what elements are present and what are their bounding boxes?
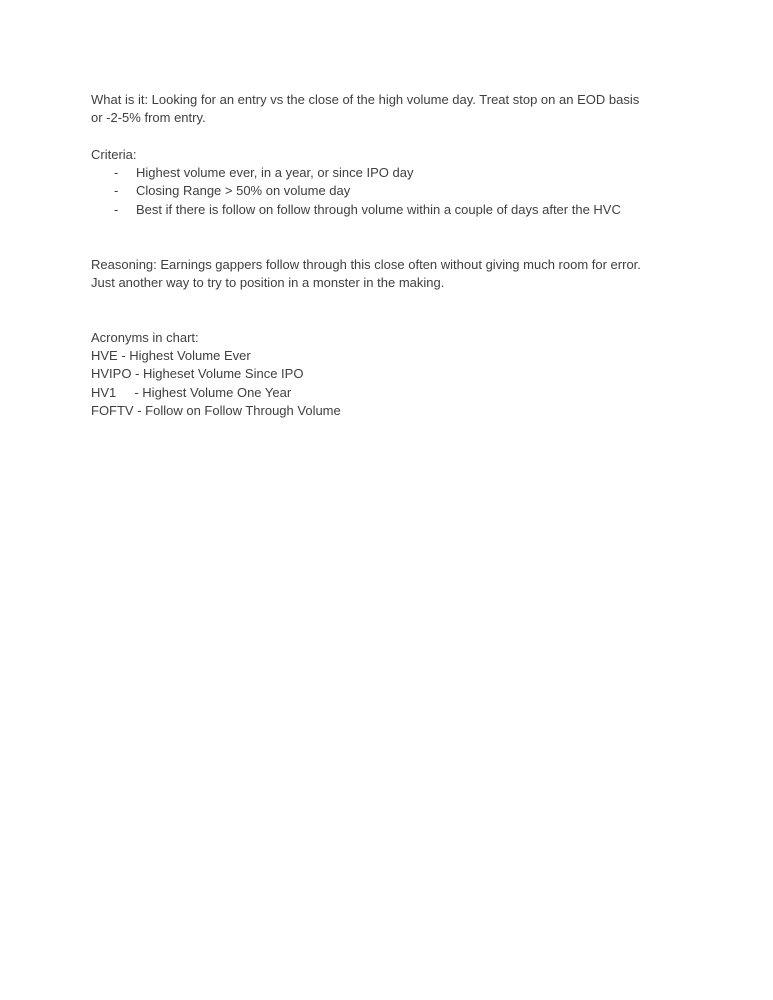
criteria-item (91, 201, 691, 219)
criteria-section (91, 146, 691, 219)
spacer (91, 128, 691, 146)
criteria-item-text: Closing Range > 50% on volume day (136, 183, 351, 199)
acronym-item: HVE - Highest Volume Ever (91, 348, 251, 364)
bullet-dash: - (114, 165, 119, 181)
what-is-it-line: What is it: Looking for an entry vs the close of the high volume day. Treat stop on an EOD basis (91, 92, 640, 107)
criteria-list (91, 164, 691, 219)
reasoning-line: Reasoning: Earnings gappers follow through this close often without giving much room for error. (91, 256, 641, 272)
spacer (91, 292, 691, 329)
reasoning-paragraph (91, 256, 691, 293)
acronym-item: FOFTV - Follow on Follow Through Volume (91, 403, 341, 419)
bullet-dash: - (114, 183, 119, 199)
criteria-item (91, 182, 691, 200)
acronyms-section (91, 329, 691, 420)
criteria-item-text: Best if there is follow on follow through volume within a couple of days after the HVC (136, 201, 621, 217)
acronyms-heading: Acronyms in chart: (91, 329, 199, 345)
what-is-it-paragraph (91, 91, 691, 128)
criteria-item (91, 164, 691, 182)
reasoning-line: Just another way to try to position in a monster in the making. (91, 274, 445, 290)
acronym-item: HVIPO - Higheset Volume Since IPO (91, 366, 304, 382)
document-page (91, 91, 691, 420)
criteria-heading: Criteria: (91, 146, 137, 162)
bullet-dash: - (114, 201, 119, 217)
acronym-item: HV1 - Highest Volume One Year (91, 384, 292, 400)
spacer (91, 219, 691, 256)
what-is-it-line: or -2-5% from entry. (91, 110, 206, 126)
criteria-item-text: Highest volume ever, in a year, or since IPO day (136, 165, 414, 181)
